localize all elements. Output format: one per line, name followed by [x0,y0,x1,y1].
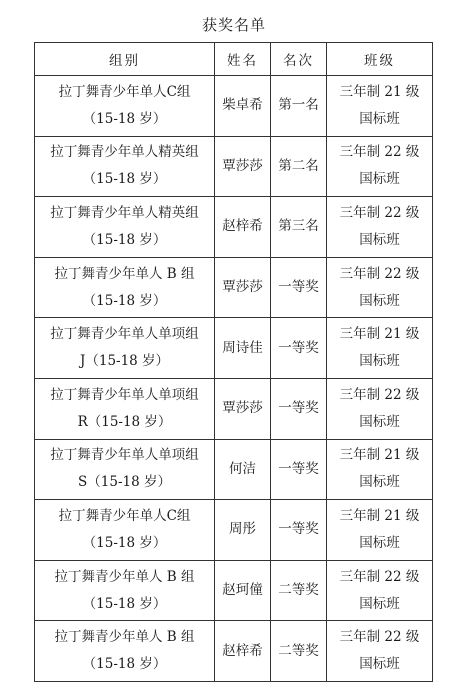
cell-group-text: （15-18 岁） [82,656,167,673]
cell-class-text: 三年制 22 级 [339,265,420,282]
cell-rank [271,197,327,258]
document-title: 获奖名单 [201,16,266,34]
table-row [35,500,433,561]
cell-group [35,197,215,258]
cell-class [327,257,433,318]
cell-rank [271,318,327,379]
cell-group [35,76,215,137]
cell-rank-text: 二等奖 [278,582,319,599]
cell-class [327,378,433,439]
table-row [35,136,433,197]
cell-group [35,318,215,379]
cell-class [327,136,433,197]
header-rank: 名次 [271,43,327,76]
cell-name [215,621,271,682]
cell-group-text: 拉丁舞青少年单人精英组 [50,204,199,221]
cell-rank-text: 一等奖 [278,521,319,538]
cell-group-text: （15-18 岁） [82,110,167,127]
cell-class-text: 三年制 22 级 [339,204,420,221]
cell-group-text: 拉丁舞青少年单人 B 组 [54,629,195,646]
cell-group-text: 拉丁舞青少年单人单项组 [50,447,199,464]
cell-name [215,76,271,137]
cell-class-text: 三年制 21 级 [339,326,420,343]
cell-class-text: 国标班 [359,413,400,430]
cell-group [35,378,215,439]
cell-rank-text: 一等奖 [278,400,319,417]
cell-rank [271,560,327,621]
cell-rank [271,439,327,500]
cell-name [215,257,271,318]
cell-group-text: 拉丁舞青少年单人单项组 [50,386,199,403]
cell-class-text: 三年制 22 级 [339,386,420,403]
cell-rank-text: 第二名 [278,157,319,174]
cell-class [327,560,433,621]
cell-name-text: 覃莎莎 [222,279,263,296]
cell-class-text: 国标班 [359,231,400,248]
cell-class-text: 国标班 [359,656,400,673]
cell-class-text: 三年制 21 级 [339,447,420,464]
cell-class-text: 国标班 [359,292,400,309]
table-row [35,439,433,500]
header-class: 班级 [327,43,433,76]
cell-class-text: 国标班 [359,595,400,612]
table-row [35,318,433,379]
header-name: 姓名 [215,43,271,76]
cell-group-text: 拉丁舞青少年单人C组 [58,83,191,100]
cell-group [35,257,215,318]
cell-group-text: 拉丁舞青少年单人C组 [58,507,191,524]
cell-name [215,560,271,621]
cell-group-text: 拉丁舞青少年单人 B 组 [54,265,195,282]
cell-class-text: 三年制 22 级 [339,144,420,161]
cell-group-text: （15-18 岁） [82,534,167,551]
cell-group-text: 拉丁舞青少年单人 B 组 [54,568,195,585]
cell-class [327,197,433,258]
cell-rank-text: 二等奖 [278,642,319,659]
cell-group-text: S（15-18 岁） [78,474,171,491]
cell-rank [271,257,327,318]
cell-rank-text: 一等奖 [278,279,319,296]
cell-group-text: J（15-18 岁） [79,353,170,370]
cell-name-text: 覃莎莎 [222,400,263,417]
cell-group-text: 拉丁舞青少年单人单项组 [50,326,199,343]
cell-class-text: 国标班 [359,353,400,370]
cell-group [35,621,215,682]
table-row [35,257,433,318]
cell-group-text: 拉丁舞青少年单人精英组 [50,144,199,161]
table-header [35,43,433,76]
table-row [35,76,433,137]
cell-group [35,500,215,561]
cell-class [327,439,433,500]
cell-group-text: （15-18 岁） [82,595,167,612]
cell-class [327,621,433,682]
cell-class [327,318,433,379]
cell-name-text: 赵梓希 [222,218,263,235]
table-row [35,378,433,439]
cell-rank [271,378,327,439]
cell-group [35,560,215,621]
cell-name-text: 赵梓希 [222,642,263,659]
cell-name-text: 赵珂僮 [222,582,263,599]
cell-class-text: 三年制 21 级 [339,83,420,100]
cell-name [215,439,271,500]
cell-rank [271,500,327,561]
cell-name [215,197,271,258]
cell-rank [271,621,327,682]
cell-class [327,500,433,561]
cell-rank [271,76,327,137]
cell-name [215,500,271,561]
table-row [35,197,433,258]
cell-class-text: 三年制 22 级 [339,568,420,585]
header-row [35,43,433,76]
cell-rank-text: 一等奖 [278,339,319,356]
cell-rank-text: 第一名 [278,97,319,114]
cell-rank-text: 一等奖 [278,460,319,477]
cell-class-text: 三年制 21 级 [339,507,420,524]
cell-group-text: （15-18 岁） [82,231,167,248]
table-body [35,76,433,682]
cell-class-text: 国标班 [359,534,400,551]
cell-name-text: 何洁 [229,460,256,477]
cell-name [215,318,271,379]
table-row [35,621,433,682]
cell-name [215,136,271,197]
cell-name [215,378,271,439]
cell-name-text: 柴卓希 [222,97,263,114]
header-group: 组别 [35,43,215,76]
table-row [35,560,433,621]
cell-name-text: 周彤 [229,521,256,538]
cell-rank-text: 第三名 [278,218,319,235]
cell-group [35,136,215,197]
cell-name-text: 覃莎莎 [222,157,263,174]
cell-class [327,76,433,137]
cell-group-text: R（15-18 岁） [77,413,172,430]
cell-class-text: 国标班 [359,110,400,127]
cell-class-text: 国标班 [359,171,400,188]
cell-group-text: （15-18 岁） [82,171,167,188]
cell-class-text: 国标班 [359,474,400,491]
cell-group-text: （15-18 岁） [82,292,167,309]
cell-name-text: 周诗佳 [222,339,263,356]
cell-class-text: 三年制 22 级 [339,629,420,646]
cell-group [35,439,215,500]
cell-rank [271,136,327,197]
award-table [34,42,433,682]
